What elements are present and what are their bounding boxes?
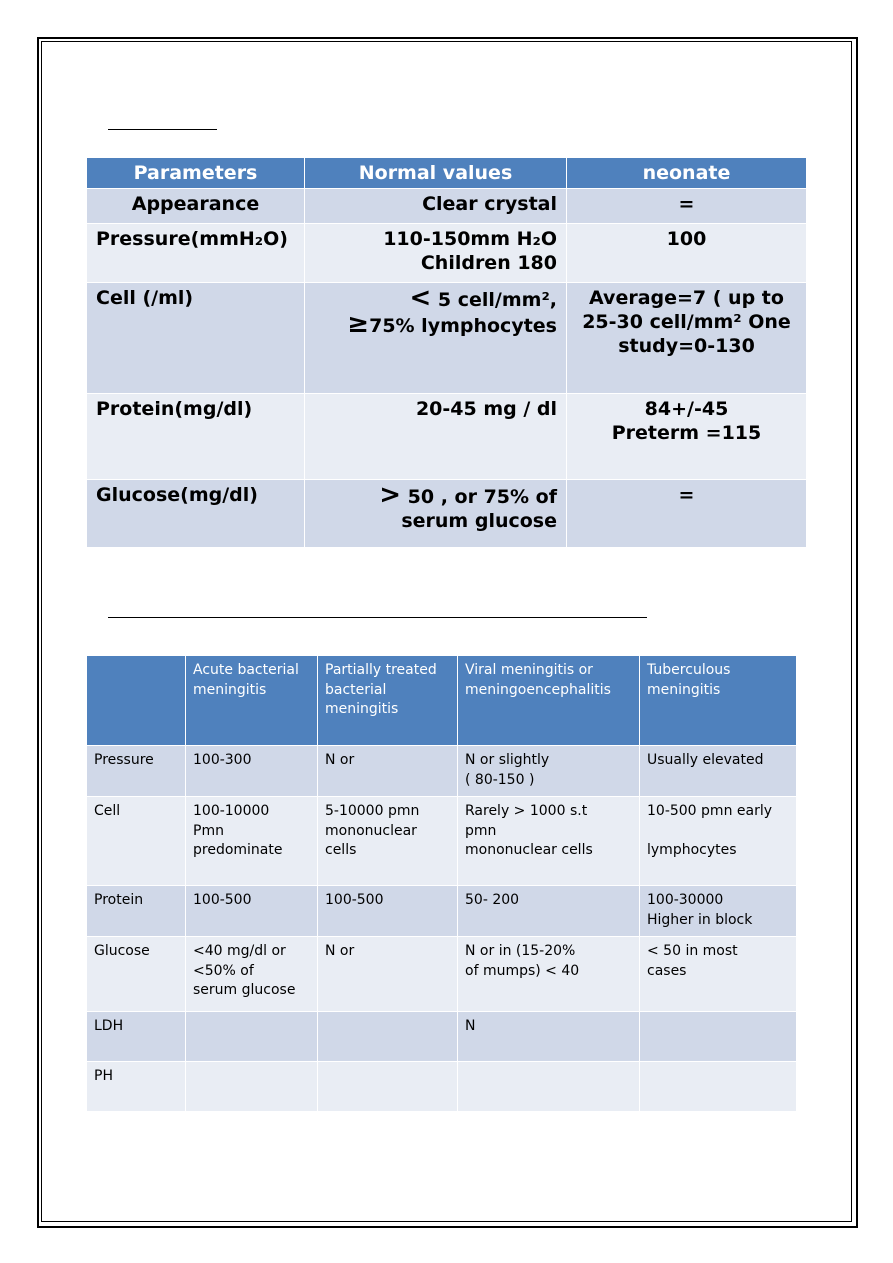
table-cell: N or	[318, 937, 458, 1012]
table-cell: 100-30000 Higher in block	[640, 886, 797, 937]
table-cell	[640, 1012, 797, 1062]
table-cell	[186, 1062, 318, 1112]
row-label: Glucose	[87, 937, 186, 1012]
table-header-row	[87, 158, 807, 189]
glucose-text: 50 , or 75% of serum glucose	[401, 486, 557, 532]
neonate-value: =	[567, 480, 807, 548]
cell-count-text: 5 cell/mm²,	[431, 289, 557, 311]
table-row-glucose	[87, 937, 797, 1012]
header-parameters: Parameters	[87, 158, 305, 189]
table-cell: Rarely > 1000 s.t pmn mononuclear cells	[458, 797, 640, 886]
row-label: Pressure(mmH₂O)	[87, 224, 305, 283]
table-cell: 10-500 pmn early lymphocytes	[640, 797, 797, 886]
table-cell: 100-500	[318, 886, 458, 937]
lymphocyte-text: 75% lymphocytes	[369, 315, 557, 337]
table-cell: N	[458, 1012, 640, 1062]
normal-value: 20-45 mg / dl	[305, 394, 567, 480]
neonate-value: 100	[567, 224, 807, 283]
meningitis-csf-comparison-table	[86, 655, 797, 1112]
normal-value: Clear crystal	[305, 189, 567, 224]
table-cell: Usually elevated	[640, 746, 797, 797]
less-than-symbol: <	[409, 283, 432, 313]
row-label: Glucose(mg/dl)	[87, 480, 305, 548]
row-label: Appearance	[87, 189, 305, 224]
table-row-ldh	[87, 1012, 797, 1062]
header-empty	[87, 656, 186, 746]
table-cell: 50- 200	[458, 886, 640, 937]
header-partially-treated: Partially treated bacterial meningitis	[318, 656, 458, 746]
row-label: Protein(mg/dl)	[87, 394, 305, 480]
table-cell: 100-300	[186, 746, 318, 797]
table-row-appearance	[87, 189, 807, 224]
table-cell: N or in (15-20% of mumps) < 40	[458, 937, 640, 1012]
row-label: PH	[87, 1062, 186, 1112]
table-cell: <40 mg/dl or <50% of serum glucose	[186, 937, 318, 1012]
table-row-cell	[87, 797, 797, 886]
table-cell: 100-10000 Pmn predominate	[186, 797, 318, 886]
table-row-protein	[87, 886, 797, 937]
greater-than-symbol: >	[379, 480, 402, 510]
header-acute-bacterial: Acute bacterial meningitis	[186, 656, 318, 746]
normal-value	[305, 480, 567, 548]
greater-equal-symbol: ≥	[347, 309, 370, 339]
table-header-row	[87, 656, 797, 746]
neonate-value: =	[567, 189, 807, 224]
table-cell: < 50 in most cases	[640, 937, 797, 1012]
table-cell: N or slightly ( 80-150 )	[458, 746, 640, 797]
table-cell: N or	[318, 746, 458, 797]
row-label: Protein	[87, 886, 186, 937]
table-cell: 5-10000 pmn mononuclear cells	[318, 797, 458, 886]
row-label: Pressure	[87, 746, 186, 797]
table-row-ph	[87, 1062, 797, 1112]
heading-underline-1	[108, 129, 217, 130]
table-cell	[458, 1062, 640, 1112]
table-cell	[640, 1062, 797, 1112]
table-cell	[318, 1062, 458, 1112]
neonate-value: 84+/-45 Preterm =115	[567, 394, 807, 480]
neonate-value: Average=7 ( up to 25-30 cell/mm² One study=0-130	[567, 283, 807, 394]
table-row-pressure	[87, 746, 797, 797]
table-row-glucose	[87, 480, 807, 548]
row-label: Cell	[87, 797, 186, 886]
header-viral: Viral meningitis or meningoencephalitis	[458, 656, 640, 746]
table-row-cell	[87, 283, 807, 394]
table-row-pressure	[87, 224, 807, 283]
table-cell	[318, 1012, 458, 1062]
normal-value: 110-150mm H₂O Children 180	[305, 224, 567, 283]
normal-value	[305, 283, 567, 394]
heading-underline-2	[108, 617, 647, 618]
table-cell	[186, 1012, 318, 1062]
header-normal-values: Normal values	[305, 158, 567, 189]
row-label: LDH	[87, 1012, 186, 1062]
header-neonate: neonate	[567, 158, 807, 189]
table-row-protein	[87, 394, 807, 480]
table-cell: 100-500	[186, 886, 318, 937]
header-tuberculous: Tuberculous meningitis	[640, 656, 797, 746]
csf-normal-values-table	[86, 157, 807, 548]
row-label: Cell (/ml)	[87, 283, 305, 394]
